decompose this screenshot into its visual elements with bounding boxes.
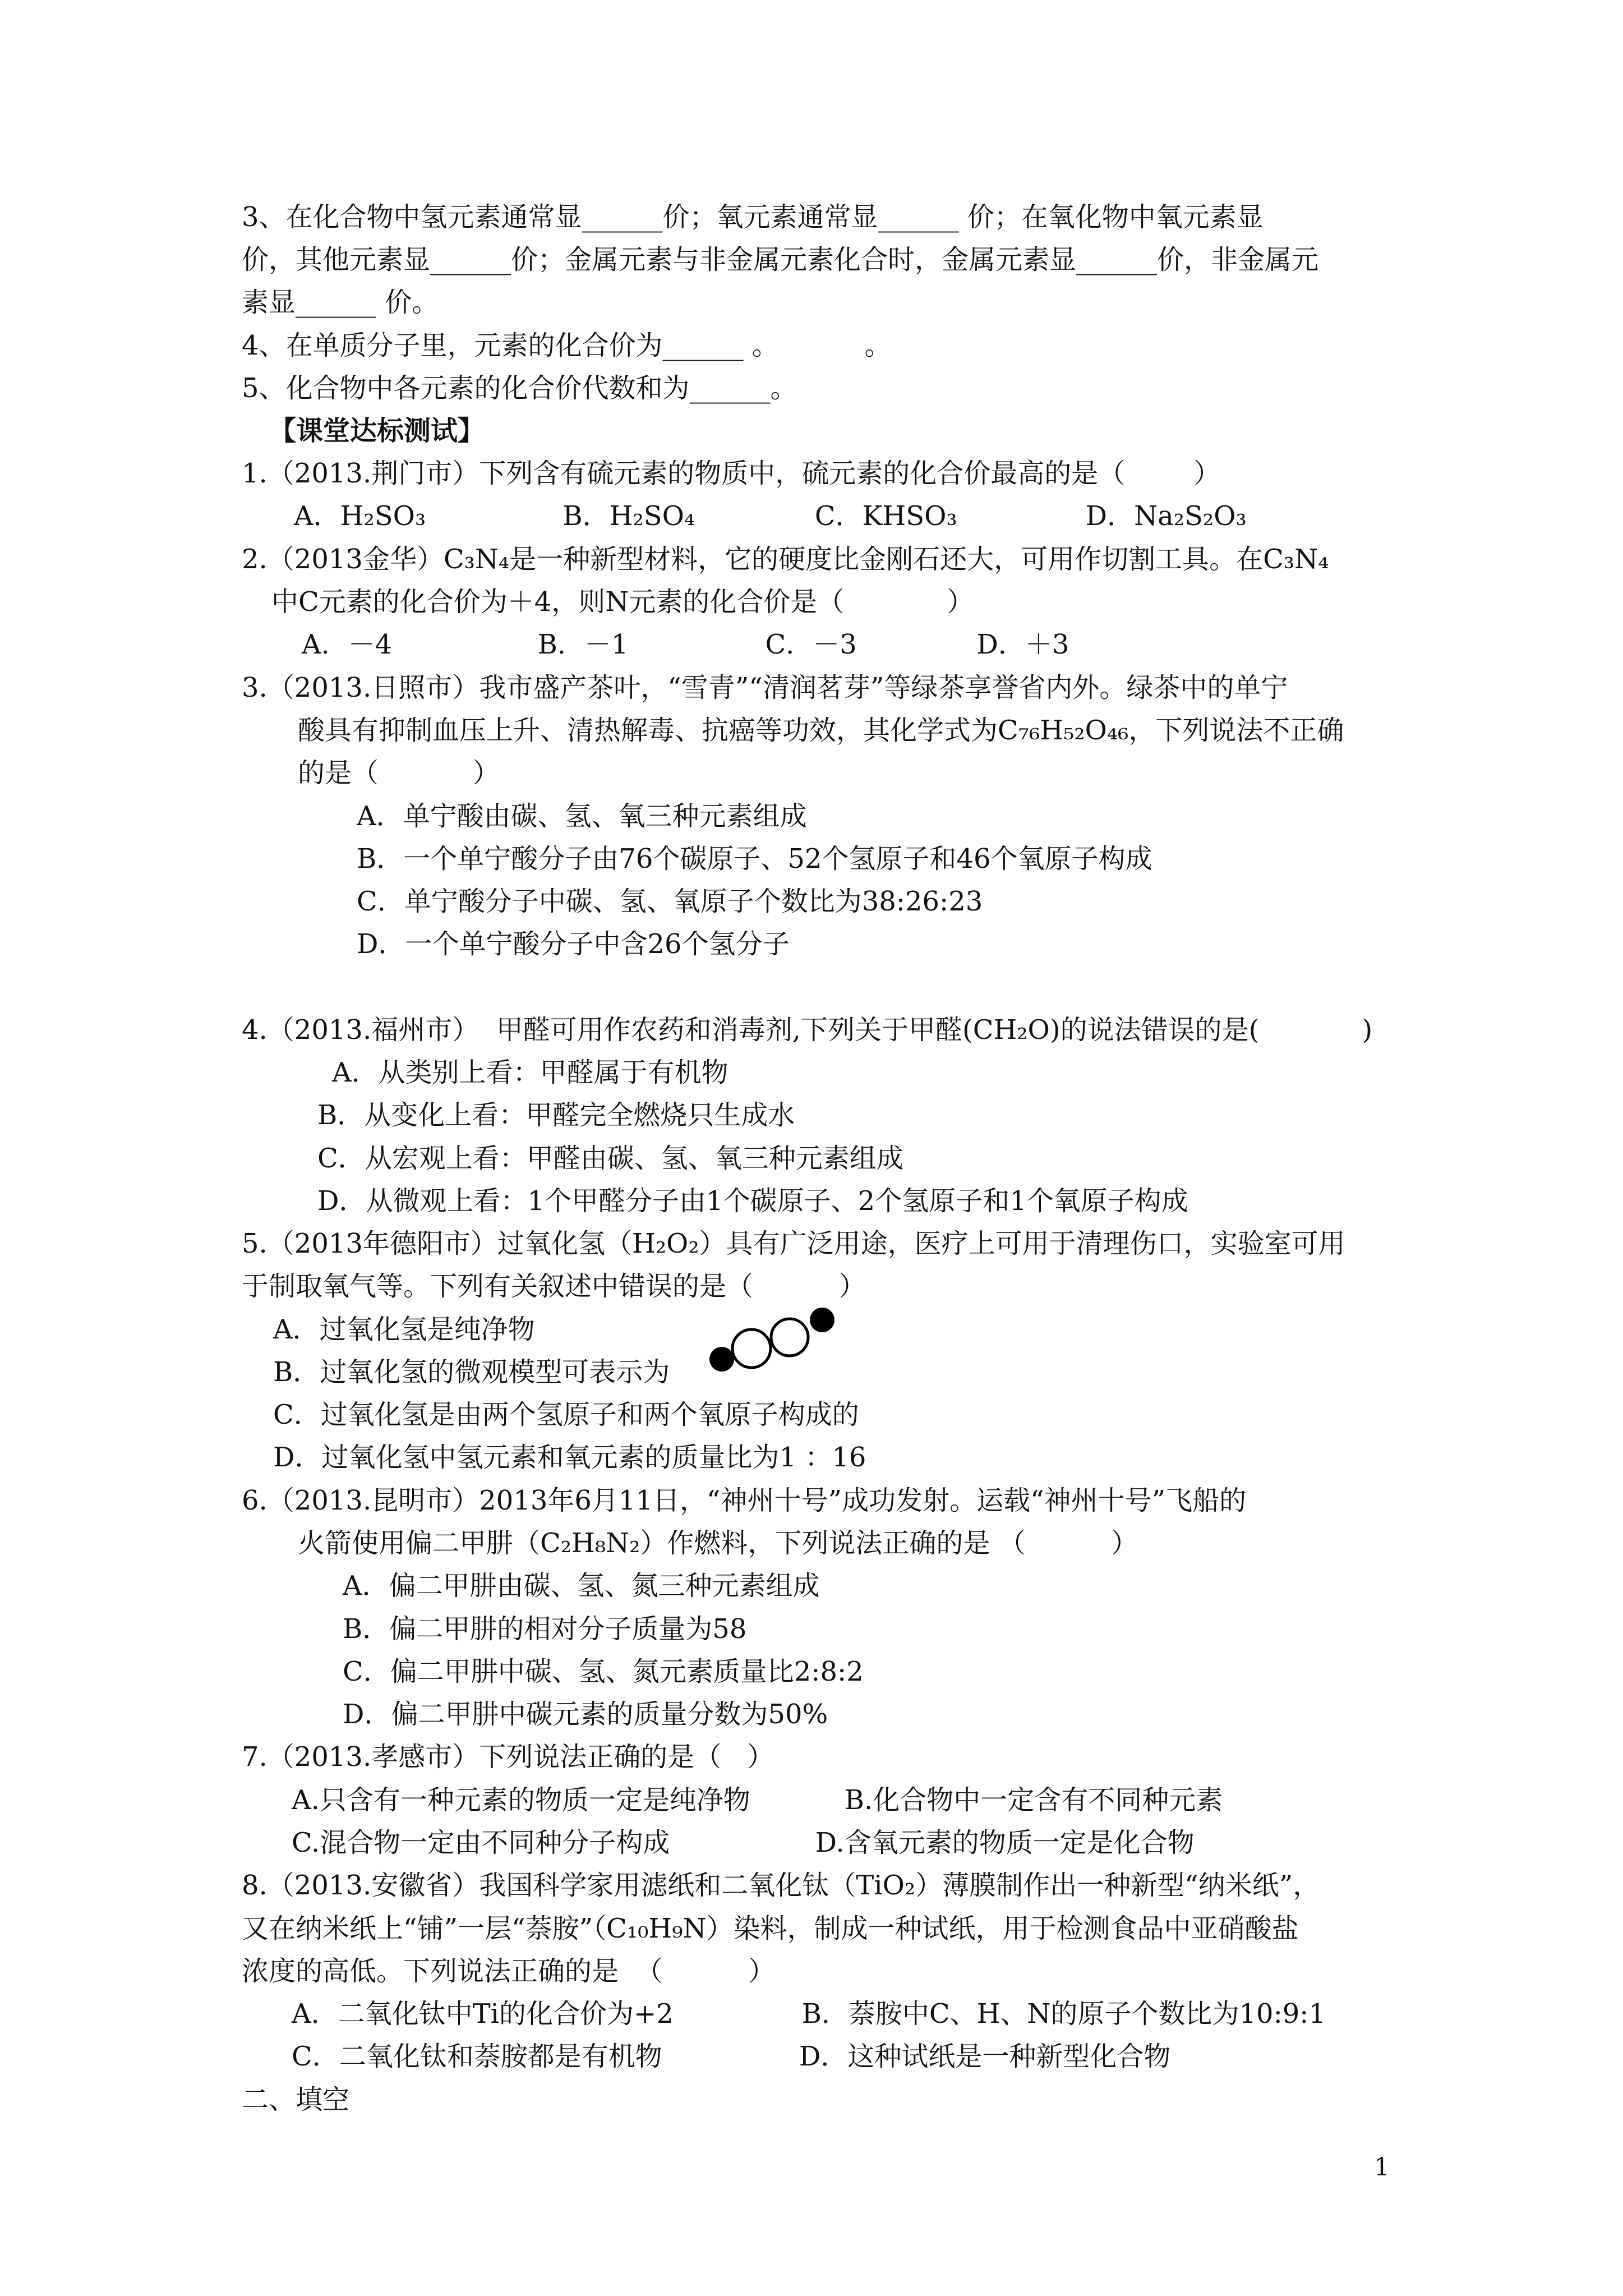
fill-q3-line2: 价，其他元素显______价；金属元素与非金属元素化合时，金属元素显______价，非金属元	[242, 244, 1319, 275]
q5-option-d: D．过氧化氢中氢元素和氧元素的质量比为1 ：16	[273, 1442, 866, 1473]
q5-option-c: C．过氧化氢是由两个氢原子和两个氧原子构成的	[273, 1399, 859, 1430]
q6-stem-line2: 火箭使用偏二甲肼（C₂H₈N₂）作燃料，下列说法正确的是 （ ）	[298, 1527, 1138, 1559]
q2-stem-line1: 2.（2013金华）C₃N₄是一种新型材料，它的硬度比金刚石还大，可用作切割工具。在C₃N₄	[242, 544, 1329, 575]
q5-stem-line1: 5.（2013年德阳市）过氧化氢（H₂O₂）具有广泛用途，医疗上可用于清理伤口，实验室可用	[242, 1228, 1345, 1259]
section-heading-class-test: 【课堂达标测试】	[269, 415, 485, 447]
q6-option-c: C．偏二甲肼中碳、氢、氮元素质量比2:8:2	[343, 1656, 864, 1687]
q7-options-cd: C.混合物一定由不同种分子构成 D.含氧元素的物质一定是化合物	[292, 1827, 1195, 1858]
page-number: 1	[1374, 2153, 1390, 2182]
q5-stem-line2: 于制取氧气等。下列有关叙述中错误的是（ ）	[242, 1271, 866, 1302]
q6-stem-line1: 6.（2013.昆明市）2013年6月11日，“神州十号”成功发射。运载“神州十号”飞船的	[242, 1485, 1247, 1516]
q1-stem: 1.（2013.荆门市）下列含有硫元素的物质中，硫元素的化合价最高的是（ ）	[242, 458, 1221, 489]
q4-option-d: D．从微观上看：1个甲醛分子由1个碳原子、2个氢原子和1个氧原子构成	[317, 1185, 1188, 1217]
q3-stem-line2: 酸具有抑制血压上升、清热解毒、抗癌等功效，其化学式为C₇₆H₅₂O₄₆，下列说法不正确	[298, 715, 1344, 746]
q3-stem-line3: 的是（ ）	[298, 757, 500, 789]
q5-option-a: A．过氧化氢是纯净物	[273, 1314, 535, 1345]
fill-q4: 4、在单质分子里，元素的化合价为______ 。 。	[242, 330, 892, 361]
q6-option-d: D．偏二甲肼中碳元素的质量分数为50%	[343, 1699, 828, 1730]
section-heading-fill-in: 二、填空	[242, 2084, 350, 2115]
fill-q3-line3: 素显______ 价。	[242, 287, 439, 318]
q4-option-a: A．从类别上看：甲醛属于有机物	[332, 1057, 728, 1088]
q8-options-cd: C．二氧化钛和萘胺都是有机物 D．这种试纸是一种新型化合物	[292, 2041, 1171, 2072]
q8-options-ab: A．二氧化钛中Ti的化合价为+2 B．萘胺中C、H、N的原子个数比为10:9:1	[292, 1998, 1326, 2030]
q8-stem-line1: 8.（2013.安徽省）我国科学家用滤纸和二氧化钛（TiO₂）薄膜制作出一种新型“纳米纸”，	[242, 1870, 1320, 1901]
q7-options-ab: A.只含有一种元素的物质一定是纯净物 B.化合物中一定含有不同种元素	[292, 1784, 1223, 1816]
fill-q3-line1: 3、在化合物中氢元素通常显______价；氧元素通常显______ 价；在氧化物中氧元素显	[242, 201, 1264, 233]
q3-option-b: B．一个单宁酸分子由76个碳原子、52个氢原子和46个氧原子构成	[357, 843, 1152, 875]
q5-option-b: B．过氧化氢的微观模型可表示为	[273, 1356, 670, 1388]
hydrogen-peroxide-model-icon	[706, 1301, 846, 1374]
q3-option-a: A．单宁酸由碳、氢、氧三种元素组成	[357, 800, 807, 832]
q4-option-b: B．从变化上看：甲醛完全燃烧只生成水	[317, 1099, 795, 1131]
q4-option-c: C．从宏观上看：甲醛由碳、氢、氧三种元素组成	[317, 1143, 903, 1174]
q1-options: A．H₂SO₃ B．H₂SO₄ C．KHSO₃ D．Na₂S₂O₃	[294, 500, 1247, 532]
q3-stem-line1: 3.（2013.日照市）我市盛产茶叶，“雪青”“清润茗芽”等绿茶享誉省内外。绿茶中的单宁	[242, 672, 1288, 703]
q2-options: A．－4 B．－1 C．－3 D．＋3	[302, 629, 1069, 660]
q3-option-d: D．一个单宁酸分子中含26个氢分子	[357, 928, 790, 960]
q8-stem-line3: 浓度的高低。下列说法正确的是 （ ）	[242, 1955, 776, 1987]
q2-stem-line2: 中C元素的化合价为＋4，则N元素的化合价是（ ）	[271, 586, 974, 618]
q4-stem: 4.（2013.福州市） 甲醛可用作农药和消毒剂,下列关于甲醛(CH₂O)的说法错误的是( )	[242, 1014, 1373, 1046]
q3-option-c: C．单宁酸分子中碳、氢、氧原子个数比为38:26:23	[357, 886, 983, 917]
q6-option-a: A．偏二甲肼由碳、氢、氮三种元素组成	[343, 1570, 820, 1602]
q6-option-b: B．偏二甲肼的相对分子质量为58	[343, 1613, 747, 1645]
q7-stem: 7.（2013.孝感市）下列说法正确的是（ ）	[242, 1741, 774, 1773]
fill-q5: 5、化合物中各元素的化合价代数和为______。	[242, 372, 797, 404]
q8-stem-line2: 又在纳米纸上“铺”一层“萘胺”（C₁₀H₉N）染料，制成一种试纸，用于检测食品中亚硝酸盐	[242, 1913, 1299, 1944]
